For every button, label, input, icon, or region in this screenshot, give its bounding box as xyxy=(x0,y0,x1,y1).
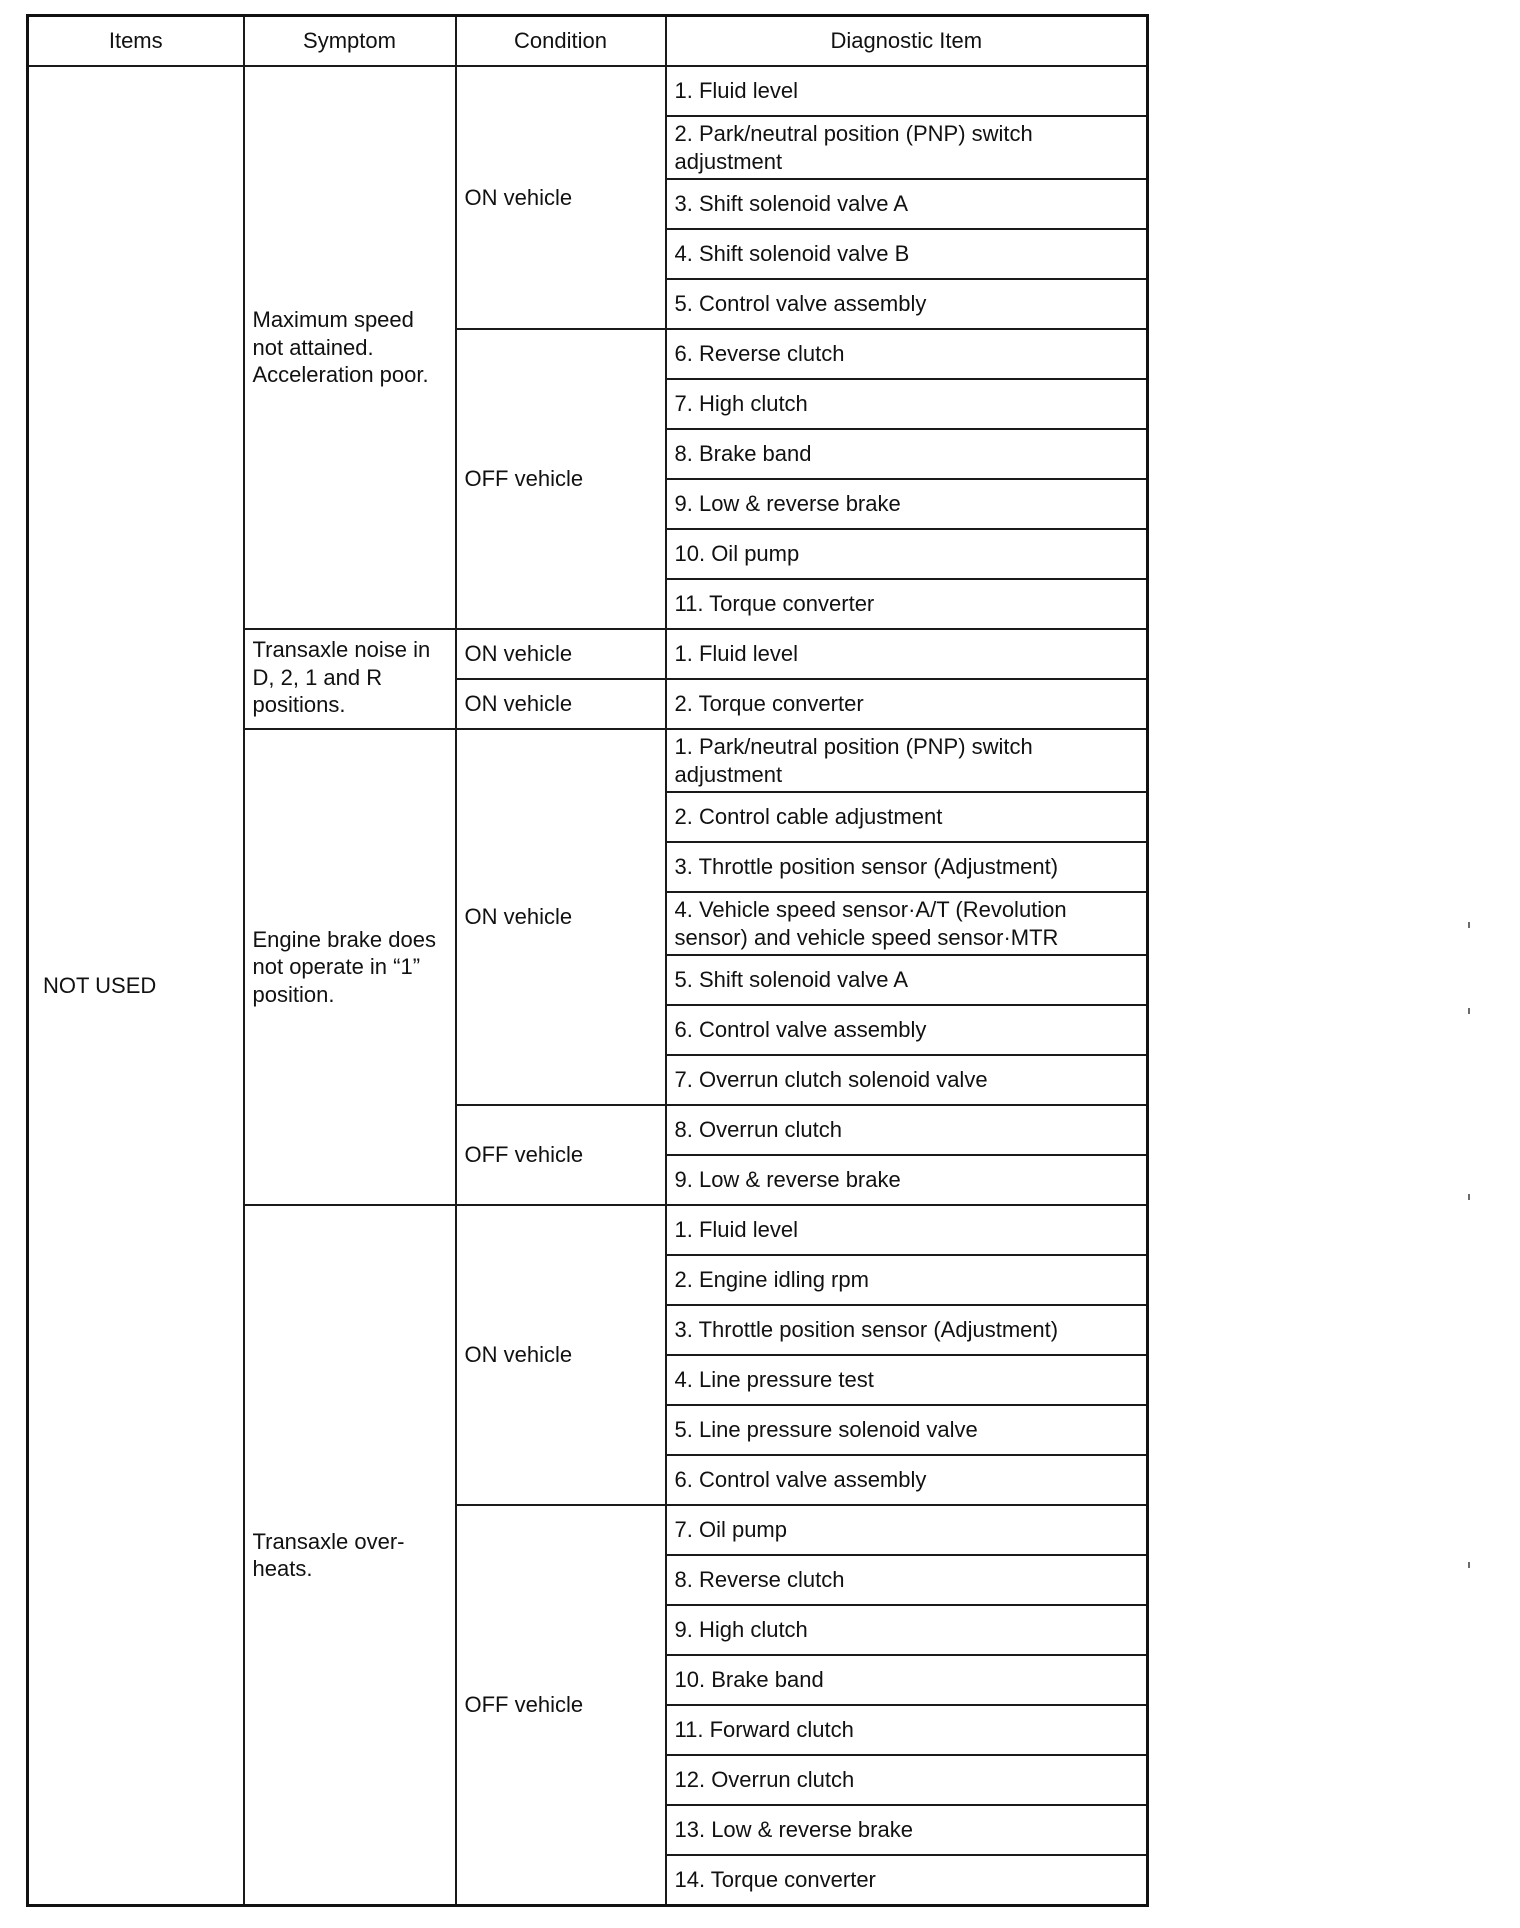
diagnostic-item-cell: 6. Control valve assembly xyxy=(666,1005,1148,1055)
symptom-cell: Maximum speed not attained. Acceleration poor. xyxy=(244,66,456,629)
diagnostic-item-cell: 9. High clutch xyxy=(666,1605,1148,1655)
diagnostic-item-cell: 8. Overrun clutch xyxy=(666,1105,1148,1155)
diagnostic-item-cell: 12. Overrun clutch xyxy=(666,1755,1148,1805)
diagnostic-item-cell: 3. Shift solenoid valve A xyxy=(666,179,1148,229)
items-cell: NOT USED xyxy=(28,66,244,1906)
diagnostic-item-cell: 1. Fluid level xyxy=(666,629,1148,679)
symptom-cell: Transaxle over-heats. xyxy=(244,1205,456,1906)
condition-cell: ON vehicle xyxy=(456,1205,666,1505)
condition-cell: OFF vehicle xyxy=(456,1505,666,1906)
diagnostic-item-cell: 9. Low & reverse brake xyxy=(666,479,1148,529)
diagnostic-item-cell: 8. Reverse clutch xyxy=(666,1555,1148,1605)
diagnostic-item-cell: 7. High clutch xyxy=(666,379,1148,429)
scan-speck xyxy=(1468,1562,1470,1568)
header-diagnostic-item: Diagnostic Item xyxy=(666,16,1148,67)
diagnostic-item-cell: 5. Shift solenoid valve A xyxy=(666,955,1148,1005)
symptom-cell: Transaxle noise in D, 2, 1 and R positions. xyxy=(244,629,456,729)
diagnostic-item-cell: 13. Low & reverse brake xyxy=(666,1805,1148,1855)
diagnostic-item-cell: 4. Line pressure test xyxy=(666,1355,1148,1405)
diagnostic-item-cell: 5. Control valve assembly xyxy=(666,279,1148,329)
scan-speck xyxy=(1468,922,1470,928)
diagnostic-table xyxy=(26,14,1149,1907)
diagnostic-item-cell: 6. Reverse clutch xyxy=(666,329,1148,379)
diagnostic-item-cell: 2. Park/neutral position (PNP) switch adjustment xyxy=(666,116,1148,179)
diagnostic-item-cell: 10. Brake band xyxy=(666,1655,1148,1705)
diagnostic-item-cell: 1. Park/neutral position (PNP) switch adjustment xyxy=(666,729,1148,792)
diagnostic-item-cell: 9. Low & reverse brake xyxy=(666,1155,1148,1205)
diagnostic-item-cell: 10. Oil pump xyxy=(666,529,1148,579)
diagnostic-item-cell: 4. Shift solenoid valve B xyxy=(666,229,1148,279)
table-body xyxy=(28,66,1148,1906)
condition-cell: ON vehicle xyxy=(456,729,666,1105)
header-row xyxy=(28,16,1148,67)
diagnostic-item-cell: 7. Overrun clutch solenoid valve xyxy=(666,1055,1148,1105)
diagnostic-item-cell: 11. Forward clutch xyxy=(666,1705,1148,1755)
header-items: Items xyxy=(28,16,244,67)
condition-cell: ON vehicle xyxy=(456,66,666,329)
scan-speck xyxy=(1468,1194,1470,1200)
diagnostic-item-cell: 4. Vehicle speed sensor·A/T (Revolution sensor) and vehicle speed sensor·MTR xyxy=(666,892,1148,955)
diagnostic-item-cell: 7. Oil pump xyxy=(666,1505,1148,1555)
diagnostic-item-cell: 6. Control valve assembly xyxy=(666,1455,1148,1505)
diagnostic-item-cell: 3. Throttle position sensor (Adjustment) xyxy=(666,842,1148,892)
header-condition: Condition xyxy=(456,16,666,67)
condition-cell: ON vehicle xyxy=(456,679,666,729)
diagnostic-item-cell: 2. Engine idling rpm xyxy=(666,1255,1148,1305)
table-row xyxy=(28,66,1148,116)
condition-cell: OFF vehicle xyxy=(456,329,666,629)
diagnostic-item-cell: 2. Torque converter xyxy=(666,679,1148,729)
condition-cell: OFF vehicle xyxy=(456,1105,666,1205)
diagnostic-item-cell: 14. Torque converter xyxy=(666,1855,1148,1906)
scan-speck xyxy=(1468,1008,1470,1014)
diagnostic-item-cell: 2. Control cable adjustment xyxy=(666,792,1148,842)
diagnostic-item-cell: 8. Brake band xyxy=(666,429,1148,479)
condition-cell: ON vehicle xyxy=(456,629,666,679)
header-symptom: Symptom xyxy=(244,16,456,67)
diagnostic-item-cell: 5. Line pressure solenoid valve xyxy=(666,1405,1148,1455)
symptom-cell: Engine brake does not operate in “1” position. xyxy=(244,729,456,1205)
diagnostic-item-cell: 11. Torque converter xyxy=(666,579,1148,629)
diagnostic-item-cell: 1. Fluid level xyxy=(666,66,1148,116)
diagnostic-item-cell: 3. Throttle position sensor (Adjustment) xyxy=(666,1305,1148,1355)
diagnostic-item-cell: 1. Fluid level xyxy=(666,1205,1148,1255)
